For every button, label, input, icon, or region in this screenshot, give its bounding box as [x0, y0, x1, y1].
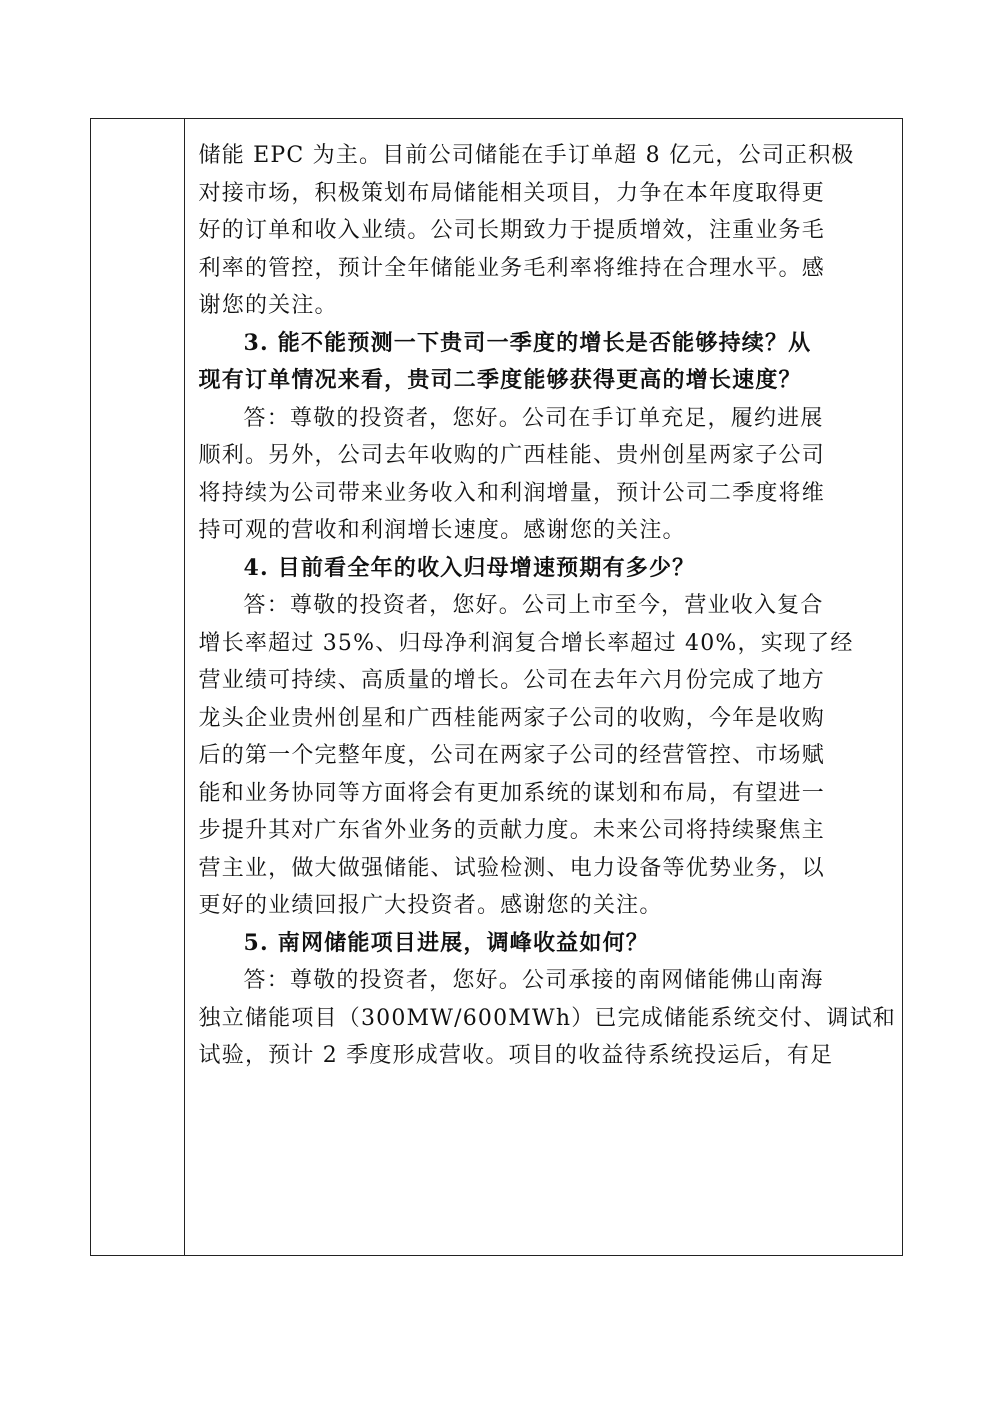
document-table: [90, 118, 903, 1256]
text-line: 营主业，做大做强储能、试验检测、电力设备等优势业务，以: [198, 855, 825, 881]
table-content-column: [185, 119, 902, 1255]
text-line: 试验，预计 2 季度形成营收。项目的收益待系统投运后，有足: [198, 1043, 834, 1068]
text-line: 增长率超过 35%、归母净利润复合增长率超过 40%，实现了经: [198, 630, 854, 656]
table-label-column: [91, 119, 185, 1255]
text-line: 后的第一个完整年度，公司在两家子公司的经营管控、市场赋: [198, 743, 825, 768]
text-line: 答：尊敬的投资者，您好。公司承接的南网储能佛山南海: [243, 968, 824, 993]
text-line: 好的订单和收入业绩。公司长期致力于提质增效，注重业务毛: [198, 218, 825, 243]
text-line: 答：尊敬的投资者，您好。公司在手订单充足，履约进展: [243, 405, 824, 431]
text-line: 储能 EPC 为主。目前公司储能在手订单超 8 亿元，公司正积极: [198, 143, 855, 168]
text-line: 谢您的关注。: [198, 293, 338, 318]
content-lines: [199, 137, 896, 1075]
text-line: 将持续为公司带来业务收入和利润增量，预计公司二季度将维: [198, 480, 825, 506]
text-line: 顺利。另外，公司去年收购的广西桂能、贵州创星两家子公司: [198, 443, 825, 468]
question-line: 4. 目前看全年的收入归母增速预期有多少？: [243, 554, 696, 581]
text-line: 龙头企业贵州创星和广西桂能两家子公司的收购，今年是收购: [198, 705, 825, 731]
text-line: 营业绩可持续、高质量的增长。公司在去年六月份完成了地方: [198, 668, 825, 693]
text-line: 独立储能项目（300MW/600MWh）已完成储能系统交付、调试和: [198, 1005, 896, 1031]
text-line: 更好的业绩回报广大投资者。感谢您的关注。: [198, 893, 663, 918]
question-line: 3. 能不能预测一下贵司一季度的增长是否能够持续？从: [243, 329, 812, 356]
text-line: 步提升其对广东省外业务的贡献力度。未来公司将持续聚焦主: [198, 818, 825, 843]
text-line: 利率的管控，预计全年储能业务毛利率将维持在合理水平。感: [198, 255, 825, 281]
text-line: 持可观的营收和利润增长速度。感谢您的关注。: [198, 518, 686, 543]
text-line: 答：尊敬的投资者，您好。公司上市至今，营业收入复合: [243, 593, 824, 618]
question-line: 现有订单情况来看，贵司二季度能够获得更高的增长速度？: [198, 367, 802, 393]
question-line: 5. 南网储能项目进展，调峰收益如何？: [243, 929, 649, 956]
text-line: 能和业务协同等方面将会有更加系统的谋划和布局，有望进一: [198, 780, 825, 806]
text-line: 对接市场，积极策划布局储能相关项目，力争在本年度取得更: [198, 180, 825, 206]
